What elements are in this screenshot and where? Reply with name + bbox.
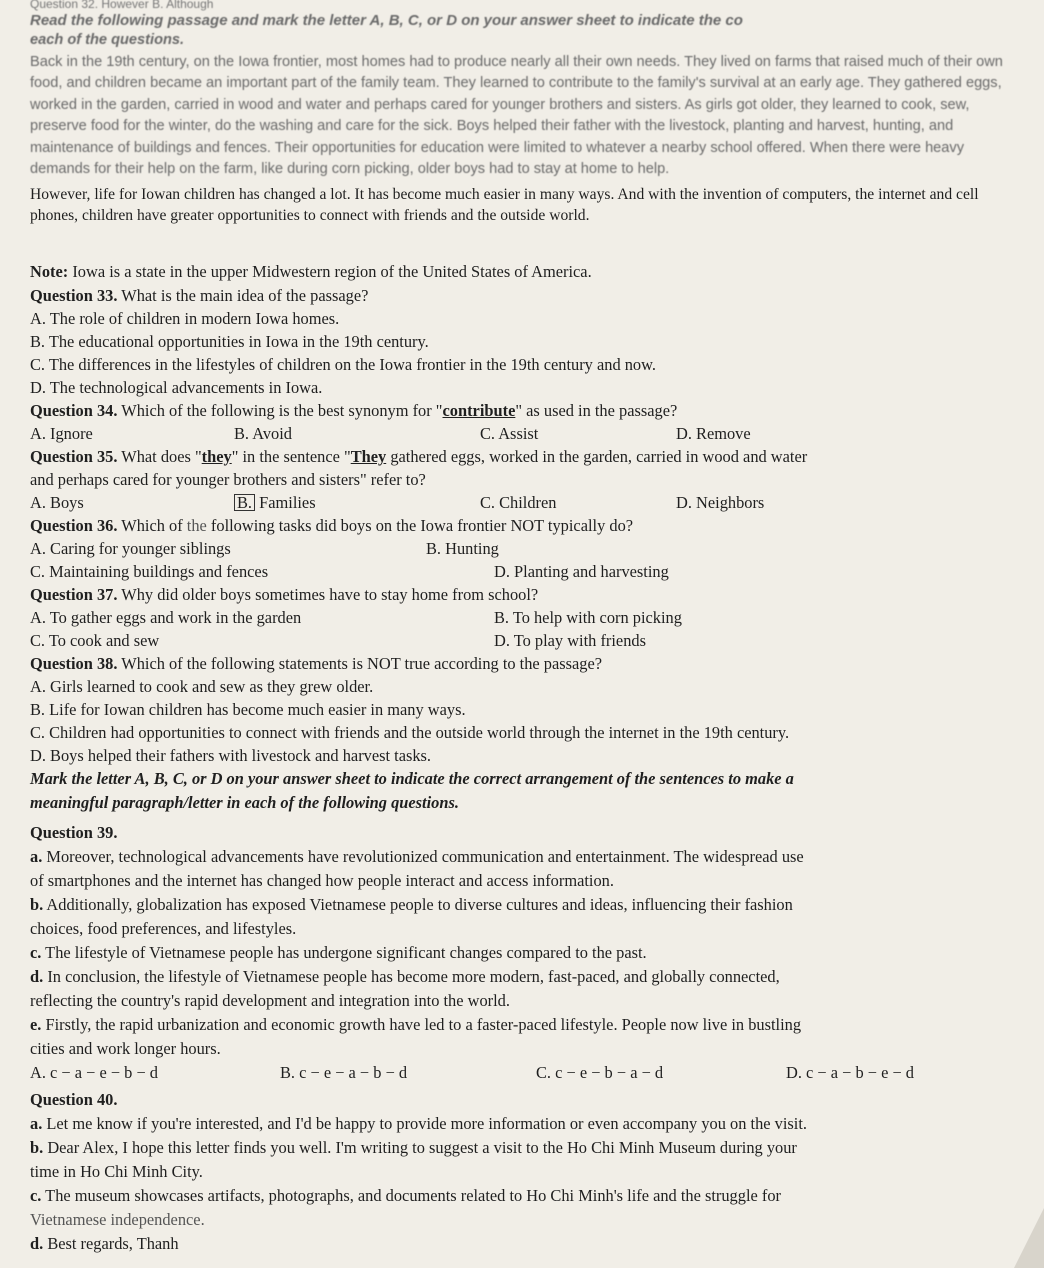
q39-b-text: Additionally, globalization has exposed Vietnamese people to diverse cultures and ideas, influencing their fashion (43, 895, 793, 914)
q36-option-b[interactable]: B. Hunting (426, 539, 499, 558)
q36-text-faint: the (186, 516, 207, 535)
question-36 (30, 516, 633, 536)
q33-option-d[interactable]: D. The technological advancements in Iowa. (30, 378, 323, 397)
q34-text-pre: Which of the following is the best synonym for " (117, 401, 443, 420)
q40-sentence-b-cont: time in Ho Chi Minh City. (30, 1162, 203, 1181)
q39-e-text: Firstly, the rapid urbanization and economic growth have led to a faster-paced lifestyle. People now live in bustling (41, 1015, 802, 1034)
page-fold-shadow (1004, 1208, 1044, 1268)
q40-d-text: Best regards, Thanh (43, 1234, 179, 1253)
passage-paragraph-2: However, life for Iowan children has changed a lot. It has become much easier in many ways. And with the invention of computers, the internet and cell phones, children have greater opportunities to connect with friends and the outside world. (30, 186, 979, 224)
q37-option-b[interactable]: B. To help with corn picking (494, 608, 682, 627)
q40-c-letter: c. (30, 1186, 42, 1205)
q40-sentence-d (30, 1234, 179, 1254)
q38-option-a[interactable]: A. Girls learned to cook and sew as they grew older. (30, 677, 374, 696)
q40-b-letter: b. (30, 1138, 44, 1157)
q36-label: Question 36. (30, 516, 118, 535)
q39-d-letter: d. (30, 967, 44, 986)
q39-sentence-b-cont: choices, food preferences, and lifestyles. (30, 919, 297, 938)
q35-option-c[interactable]: C. Children (480, 493, 557, 512)
q33-text: What is the main idea of the passage? (117, 286, 369, 305)
q35-option-b[interactable] (234, 493, 316, 513)
q40-sentence-c-cont: Vietnamese independence. (30, 1210, 205, 1229)
q37-option-c[interactable]: C. To cook and sew (30, 631, 160, 650)
q38-label: Question 38. (30, 654, 118, 673)
question-35 (30, 447, 807, 467)
q39-sentence-b (30, 895, 793, 915)
q39-sentence-a (30, 847, 804, 867)
q37-option-a[interactable]: A. To gather eggs and work in the garden (30, 608, 302, 627)
q40-sentence-c (30, 1186, 781, 1206)
q39-sentence-d-cont: reflecting the country's rapid development and integration into the world. (30, 991, 510, 1010)
q34-keyword: contribute (442, 401, 516, 420)
q34-text-post: " as used in the passage? (515, 401, 678, 420)
q40-c-text: The museum showcases artifacts, photographs, and documents related to Ho Chi Minh's life and the struggle for (41, 1186, 781, 1205)
q33-label: Question 33. (30, 286, 118, 305)
q35-label: Question 35. (30, 447, 118, 466)
q39-c-letter: c. (30, 943, 42, 962)
q40-a-letter: a. (30, 1114, 43, 1133)
prev-question-fragment: Question 32. However B. Although (30, 0, 214, 11)
arrangement-instruction-line-2: meaningful paragraph/letter in each of the following questions. (30, 793, 459, 812)
q34-option-b[interactable]: B. Avoid (234, 424, 292, 443)
passage-paragraph-1: Back in the 19th century, on the Iowa frontier, most homes had to produce nearly all their own needs. They lived on farms that raised much of their own food, and children became an important part of the family team. They learned to contribute to the family's survival at an early age. They gathered eggs, worked in the garden, carried in wood and water and perhaps cared for younger brothers and sisters. As girls got older, they learned to cook, sew, preserve food for the winter, do the washing and care for the sick. Boys helped their father with the livestock, planting and harvest, hunting, and maintenance of buildings and fences. Their opportunities for education were limited to whatever a nearby school offered. When there were heavy demands for their help on the farm, like during corn picking, older boys had to stay at home to help. (30, 53, 1003, 177)
q33-option-b[interactable]: B. The educational opportunities in Iowa in the 19th century. (30, 332, 429, 351)
question-33 (30, 286, 368, 306)
q35-text-mid: " in the sentence " (231, 447, 351, 466)
note-label: Note: (30, 262, 69, 281)
question-40-label: Question 40. (30, 1090, 118, 1109)
q36-option-d[interactable]: D. Planting and harvesting (494, 562, 669, 581)
q36-option-a[interactable]: A. Caring for younger siblings (30, 539, 231, 558)
q39-sentence-e (30, 1015, 801, 1035)
q39-sentence-d (30, 967, 780, 987)
q37-label: Question 37. (30, 585, 118, 604)
q37-text: Why did older boys sometimes have to stay home from school? (117, 585, 539, 604)
note-text: Iowa is a state in the upper Midwestern region of the United States of America. (68, 262, 592, 281)
q39-a-text: Moreover, technological advancements have revolutionized communication and entertainment. The widespread use (42, 847, 804, 866)
question-39-label: Question 39. (30, 823, 118, 842)
q35-option-b-text: Families (255, 493, 316, 512)
q35-text-pre: What does " (117, 447, 202, 466)
q39-c-text: The lifestyle of Vietnamese people has undergone significant changes compared to the past. (41, 943, 647, 962)
q39-sentence-a-cont: of smartphones and the internet has changed how people interact and access information. (30, 871, 614, 890)
q37-option-d[interactable]: D. To play with friends (494, 631, 646, 650)
q34-label: Question 34. (30, 401, 118, 420)
q39-b-letter: b. (30, 895, 44, 914)
q39-option-a[interactable]: A. c − a − e − b − d (30, 1063, 159, 1082)
q40-b-text: Dear Alex, I hope this letter finds you well. I'm writing to suggest a visit to the Ho Chi Minh Museum during your (43, 1138, 797, 1157)
q39-option-d[interactable]: D. c − a − b − e − d (786, 1063, 915, 1082)
question-37 (30, 585, 538, 605)
q34-option-a[interactable]: A. Ignore (30, 424, 93, 443)
q38-option-c[interactable]: C. Children had opportunities to connect with friends and the outside world through the internet in the 19th century. (30, 723, 790, 742)
arrangement-instruction-line-1: Mark the letter A, B, C, or D on your answer sheet to indicate the correct arrangement of the sentences to make a (30, 769, 794, 788)
q36-text-pre: Which of (117, 516, 187, 535)
q40-sentence-b (30, 1138, 797, 1158)
q36-text-post: following tasks did boys on the Iowa frontier NOT typically do? (206, 516, 634, 535)
question-38 (30, 654, 602, 674)
q39-option-b[interactable]: B. c − e − a − b − d (280, 1063, 408, 1082)
q35-keyword: they (201, 447, 232, 466)
reading-passage (30, 32, 1020, 181)
q34-option-d[interactable]: D. Remove (676, 424, 751, 443)
question-34 (30, 401, 677, 421)
q35-option-d[interactable]: D. Neighbors (676, 493, 765, 512)
q39-d-text: In conclusion, the lifestyle of Vietnamese people has become more modern, fast-paced, and globally connected, (43, 967, 780, 986)
q38-option-b[interactable]: B. Life for Iowan children has become much easier in many ways. (30, 700, 466, 719)
q39-sentence-c (30, 943, 647, 963)
q35-text-post: gathered eggs, worked in the garden, carried in wood and water (386, 447, 808, 466)
q33-option-a[interactable]: A. The role of children in modern Iowa homes. (30, 309, 340, 328)
q38-text: Which of the following statements is NOT true according to the passage? (117, 654, 603, 673)
q35-keyword-2: They (350, 447, 387, 466)
q34-option-c[interactable]: C. Assist (480, 424, 539, 443)
selected-answer-mark: B. (234, 494, 255, 511)
passage-instruction: Read the following passage and mark the letter A, B, C, or D on your answer sheet to indicate the co (30, 12, 743, 29)
q39-sentence-e-cont: cities and work longer hours. (30, 1039, 221, 1058)
q40-sentence-a (30, 1114, 807, 1134)
passage-note (30, 262, 592, 282)
q40-d-letter: d. (30, 1234, 44, 1253)
q35-option-a[interactable]: A. Boys (30, 493, 84, 512)
q35-text-line-2: and perhaps cared for younger brothers and sisters" refer to? (30, 470, 426, 489)
instruction-continuation: each of the questions. (30, 32, 185, 48)
q38-option-d[interactable]: D. Boys helped their fathers with livestock and harvest tasks. (30, 746, 432, 765)
q36-option-c[interactable]: C. Maintaining buildings and fences (30, 562, 269, 581)
q39-option-c[interactable]: C. c − e − b − a − d (536, 1063, 664, 1082)
q33-option-c[interactable]: C. The differences in the lifestyles of children on the Iowa frontier in the 19th century and now. (30, 355, 656, 374)
q40-a-text: Let me know if you're interested, and I'd be happy to provide more information or even accompany you on the visit. (42, 1114, 807, 1133)
q39-e-letter: e. (30, 1015, 42, 1034)
q39-a-letter: a. (30, 847, 43, 866)
